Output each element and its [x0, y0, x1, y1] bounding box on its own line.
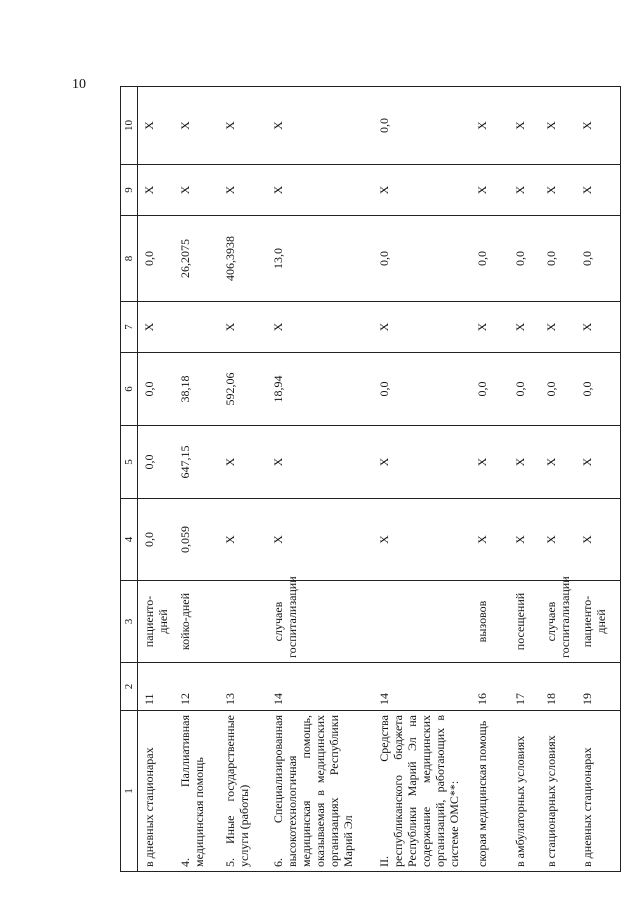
cell-col-8: 0,0	[576, 216, 620, 302]
data-table	[120, 86, 621, 872]
cell-col-10: X	[471, 87, 509, 165]
column-header: 6	[121, 353, 138, 426]
cell-col-6: 592,06	[219, 353, 267, 426]
cell-col-3	[219, 581, 267, 663]
cell-col-8: 0,0	[540, 216, 576, 302]
cell-col-8: 26,2075	[174, 216, 219, 302]
cell-col-3: койко-дней	[174, 581, 219, 663]
table-row	[373, 87, 471, 872]
column-header: 3	[121, 581, 138, 663]
table-row	[471, 87, 509, 872]
cell-col-2: 12	[174, 663, 219, 711]
table-row	[138, 87, 175, 872]
cell-col-9: X	[219, 165, 267, 216]
cell-col-7: X	[540, 302, 576, 353]
column-header: 8	[121, 216, 138, 302]
cell-col-6: 0,0	[509, 353, 540, 426]
cell-col-4: X	[471, 499, 509, 581]
cell-col-7: X	[471, 302, 509, 353]
table-row	[174, 87, 219, 872]
cell-col-5: X	[540, 426, 576, 499]
cell-col-6: 0,0	[138, 353, 175, 426]
rotated-table-container	[120, 87, 608, 872]
cell-col-7: X	[267, 302, 373, 353]
cell-col-1: в дневных стационарах	[138, 711, 175, 872]
cell-col-3: случаев госпитализации	[540, 581, 576, 663]
cell-col-9: X	[576, 165, 620, 216]
cell-col-7: X	[138, 302, 175, 353]
cell-col-2: 18	[540, 663, 576, 711]
cell-col-10: X	[138, 87, 175, 165]
cell-col-7	[174, 302, 219, 353]
cell-col-7: X	[373, 302, 471, 353]
cell-col-2: 11	[138, 663, 175, 711]
cell-col-6: 0,0	[471, 353, 509, 426]
cell-col-4: X	[219, 499, 267, 581]
cell-col-5: X	[509, 426, 540, 499]
cell-col-1: II. Средства республиканского бюджета Республики Марий Эл на содержание медицинских организаций, работающих в системе ОМС**:	[373, 711, 471, 872]
cell-col-8: 0,0	[373, 216, 471, 302]
table-row	[509, 87, 540, 872]
cell-col-8: 0,0	[138, 216, 175, 302]
cell-col-10: X	[540, 87, 576, 165]
cell-col-4: X	[267, 499, 373, 581]
cell-col-8: 406,3938	[219, 216, 267, 302]
cell-col-6: 0,0	[540, 353, 576, 426]
cell-col-10: X	[174, 87, 219, 165]
cell-col-6: 0,0	[576, 353, 620, 426]
cell-col-2: 14	[373, 663, 471, 711]
cell-col-4: X	[576, 499, 620, 581]
column-header: 5	[121, 426, 138, 499]
cell-col-8: 13,0	[267, 216, 373, 302]
cell-col-3: пациенто-дней	[138, 581, 175, 663]
cell-col-3: пациенто-дней	[576, 581, 620, 663]
cell-col-10: X	[267, 87, 373, 165]
cell-col-9: X	[138, 165, 175, 216]
cell-col-3: посещений	[509, 581, 540, 663]
table-row	[540, 87, 576, 872]
cell-col-8: 0,0	[509, 216, 540, 302]
column-header: 4	[121, 499, 138, 581]
column-header: 10	[121, 87, 138, 165]
table-row	[576, 87, 620, 872]
cell-col-10: 0,0	[373, 87, 471, 165]
cell-col-4: X	[509, 499, 540, 581]
cell-col-10: X	[219, 87, 267, 165]
cell-col-6: 18,94	[267, 353, 373, 426]
cell-col-3: вызовов	[471, 581, 509, 663]
cell-col-5: X	[219, 426, 267, 499]
cell-col-1: в дневных стационарах	[576, 711, 620, 872]
cell-col-9: X	[471, 165, 509, 216]
cell-col-5: 647,15	[174, 426, 219, 499]
cell-col-9: X	[267, 165, 373, 216]
table-row	[219, 87, 267, 872]
cell-col-2: 19	[576, 663, 620, 711]
cell-col-9: X	[540, 165, 576, 216]
cell-col-4: 0,0	[138, 499, 175, 581]
table-body	[121, 87, 621, 872]
header-row	[121, 87, 138, 872]
column-header: 7	[121, 302, 138, 353]
cell-col-1: в амбулаторных условиях	[509, 711, 540, 872]
cell-col-1: в стационарных условиях	[540, 711, 576, 872]
cell-col-2: 14	[267, 663, 373, 711]
cell-col-7: X	[219, 302, 267, 353]
cell-col-6: 0,0	[373, 353, 471, 426]
cell-col-2: 17	[509, 663, 540, 711]
column-header: 2	[121, 663, 138, 711]
cell-col-7: X	[576, 302, 620, 353]
column-header: 1	[121, 711, 138, 872]
cell-col-4: X	[373, 499, 471, 581]
cell-col-3	[373, 581, 471, 663]
cell-col-9: X	[174, 165, 219, 216]
cell-col-6: 38,18	[174, 353, 219, 426]
cell-col-5: X	[267, 426, 373, 499]
page-number: 10	[72, 77, 86, 92]
table-row	[267, 87, 373, 872]
column-header: 9	[121, 165, 138, 216]
cell-col-4: X	[540, 499, 576, 581]
cell-col-1: скорая медицинская помощь	[471, 711, 509, 872]
cell-col-2: 16	[471, 663, 509, 711]
cell-col-1: 6. Специализированная высокотехнологичная медицинская помощь, оказываемая в медицинских организациях Республики Марий Эл	[267, 711, 373, 872]
cell-col-3: случаев госпитализации	[267, 581, 373, 663]
cell-col-9: X	[373, 165, 471, 216]
cell-col-2: 13	[219, 663, 267, 711]
cell-col-1: 5. Иные государственные услуги (работы)	[219, 711, 267, 872]
cell-col-8: 0,0	[471, 216, 509, 302]
cell-col-4: 0,059	[174, 499, 219, 581]
cell-col-1: 4. Паллиативная медицинская помощь	[174, 711, 219, 872]
cell-col-10: X	[509, 87, 540, 165]
cell-col-10: X	[576, 87, 620, 165]
cell-col-5: X	[576, 426, 620, 499]
cell-col-5: X	[471, 426, 509, 499]
cell-col-9: X	[509, 165, 540, 216]
cell-col-5: X	[373, 426, 471, 499]
cell-col-5: 0,0	[138, 426, 175, 499]
cell-col-7: X	[509, 302, 540, 353]
